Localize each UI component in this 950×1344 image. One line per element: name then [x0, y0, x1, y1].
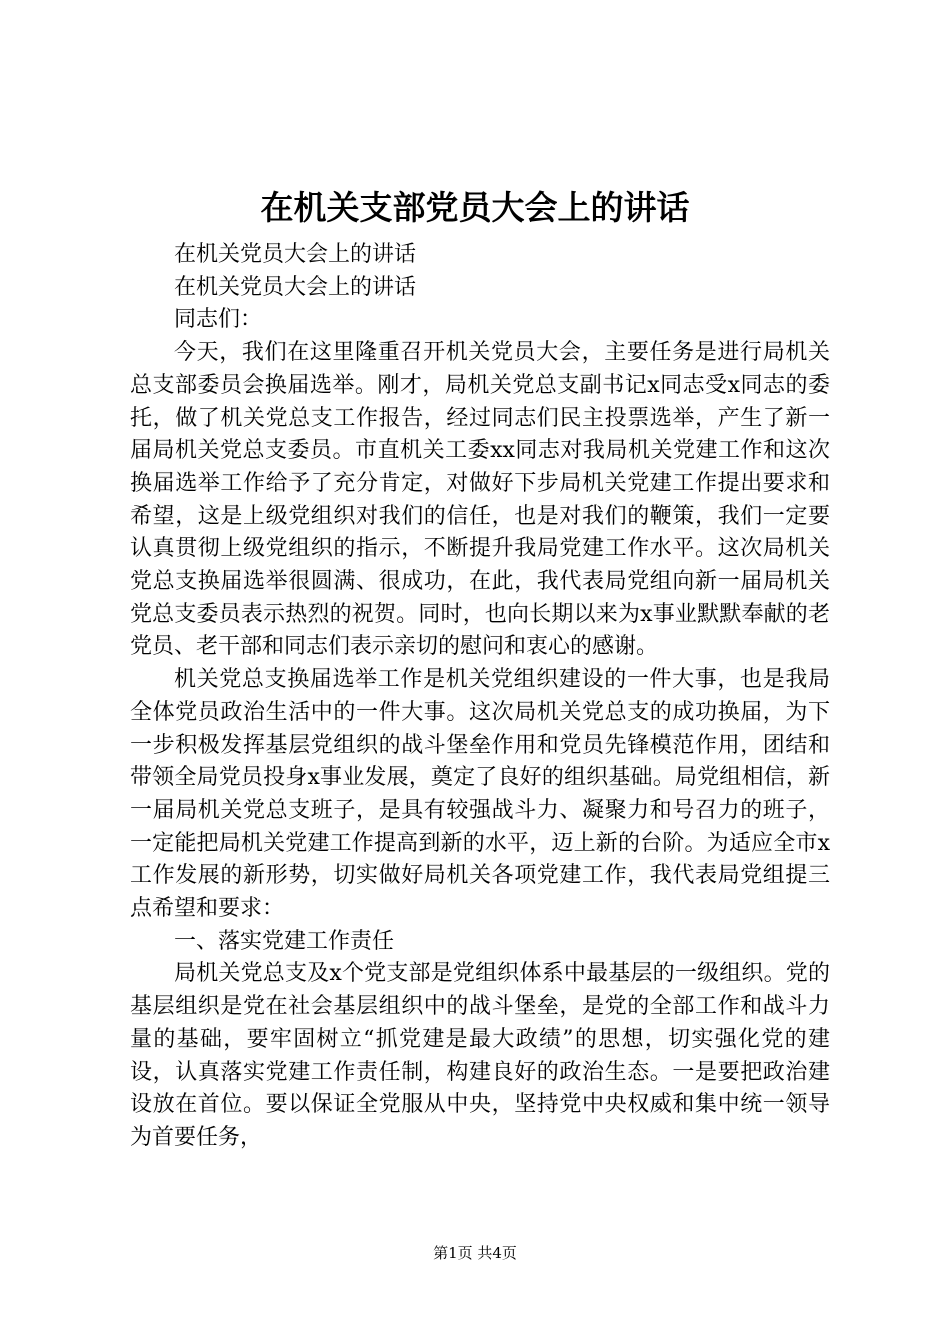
page-footer: 第1页 共4页	[433, 1244, 517, 1262]
paragraph-intro: 今天，我们在这里隆重召开机关党员大会，主要任务是进行局机关总支部委员会换届选举。刚才，局机关党总支副书记x同志受x同志的委托，做了机关党总支工作报告，经过同志们民主投票选举，产生了新一届局机关党总支委员。市直机关工委xx同志对我局机关党建工作和这次换届选举工作给予了充分肯定，对做好下步局机关党建工作提出要求和希望，这是上级党组织对我们的信任，也是对我们的鞭策，我们一定要认真贯彻上级党组织的指示，不断提升我局党建工作水平。这次局机关党总支换届选举很圆满、很成功，在此，我代表局党组向新一届局机关党总支委员表示热烈的祝贺。同时，也向长期以来为x事业默默奉献的老党员、老干部和同志们表示亲切的慰问和衷心的感谢。	[130, 340, 830, 660]
document-title: 在机关支部党员大会上的讲话	[260, 188, 690, 227]
salutation: 同志们：	[174, 307, 263, 333]
subtitle-line-1: 在机关党员大会上的讲话	[174, 242, 417, 267]
paragraph-section-1: 局机关党总支及x个党支部是党组织体系中最基层的一级组织。党的基层组织是党在社会基层组织中的战斗堡垒，是党的全部工作和战斗力量的基础，要牢固树立“抓党建是最大政绩”的思想，切实强化党的建设，认真落实党建工作责任制，构建良好的政治生态。一是要把政治建设放在首位。要以保证全党服从中央，坚持党中央权威和集中统一领导为首要任务，	[130, 961, 830, 1150]
section-heading-1: 一、落实党建工作责任	[174, 928, 395, 954]
paragraph-significance: 机关党总支换届选举工作是机关党组织建设的一件大事，也是我局全体党员政治生活中的一件大事。这次局机关党总支的成功换届，为下一步积极发挥基层党组织的战斗堡垒作用和党员先锋模范作用，团结和带领全局党员投身x事业发展，奠定了良好的组织基础。局党组相信，新一届局机关党总支班子，是具有较强战斗力、凝聚力和号召力的班子，一定能把局机关党建工作提高到新的水平，迈上新的台阶。为适应全市x工作发展的新形势，切实做好局机关各项党建工作，我代表局党组提三点希望和要求：	[130, 667, 830, 922]
subtitle-line-2: 在机关党员大会上的讲话	[174, 274, 417, 300]
document-body	[130, 239, 830, 1155]
